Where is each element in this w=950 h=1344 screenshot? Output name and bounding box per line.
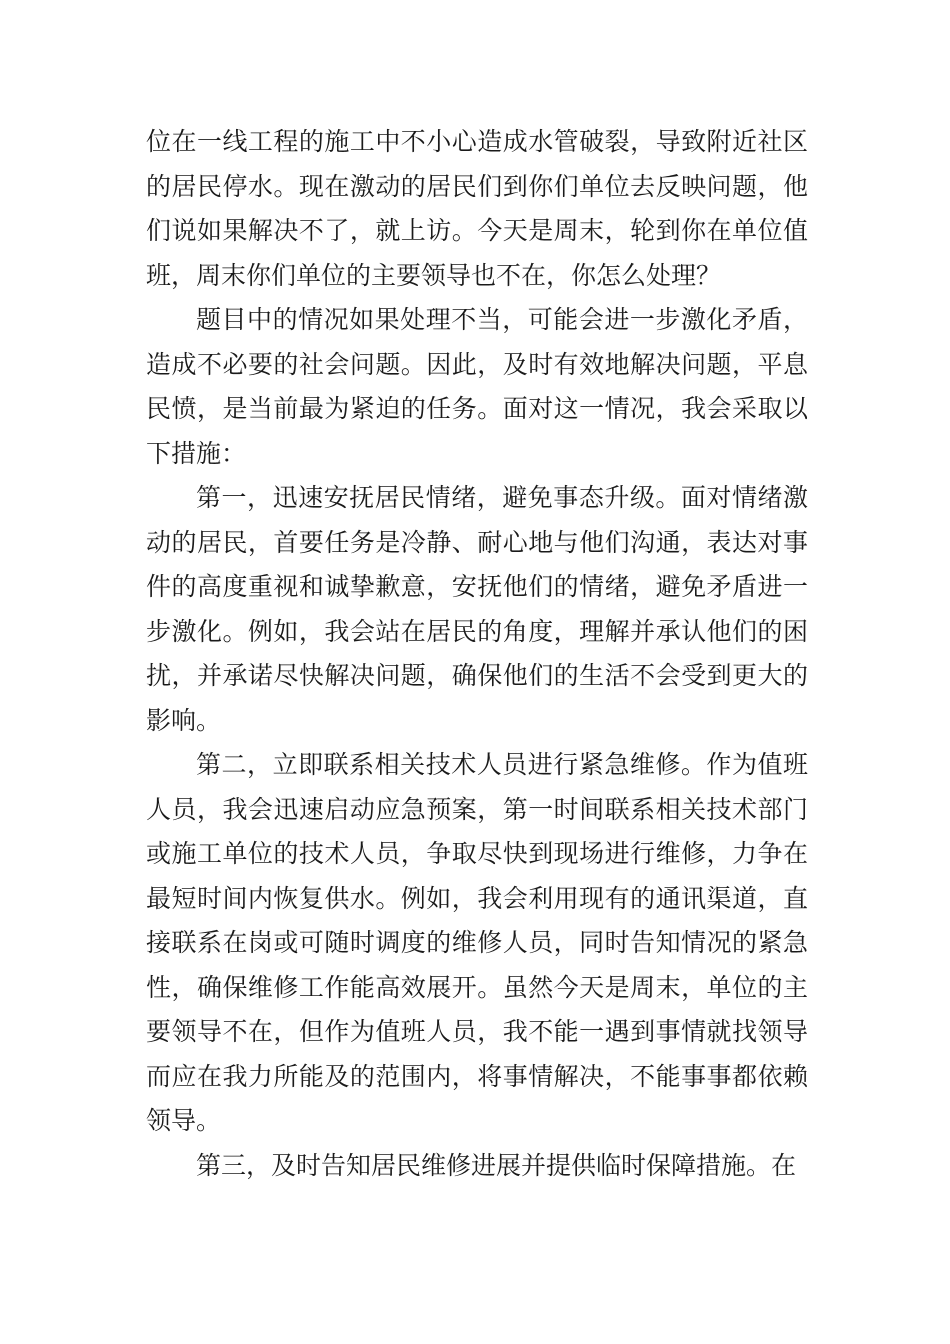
paragraph-analysis: 题目中的情况如果处理不当，可能会进一步激化矛盾，造成不必要的社会问题。因此，及时有效地解决问题，平息民愤，是当前最为紧迫的任务。面对这一情况，我会采取以下措施： [146,305,808,468]
paragraph-step-one: 第一，迅速安抚居民情绪，避免事态升级。面对情绪激动的居民，首要任务是冷静、耐心地与他们沟通，表达对事件的高度重视和诚挚歉意，安抚他们的情绪，避免矛盾进一步激化。例如，我会站在居民的角度，理解并承认他们的困扰，并承诺尽快解决问题，确保他们的生活不会受到更大的影响。 [146,483,808,735]
paragraph-step-two: 第二，立即联系相关技术人员进行紧急维修。作为值班人员，我会迅速启动应急预案，第一时间联系相关技术部门或施工单位的技术人员，争取尽快到现场进行维修，力争在最短时间内恢复供水。例如，我会利用现有的通讯渠道，直接联系在岗或可随时调度的维修人员，同时告知情况的紧急性，确保维修工作能高效展开。虽然今天是周末，单位的主要领导不在，但作为值班人员，我不能一遇到事情就找领导而应在我力所能及的范围内，将事情解决，不能事事都依赖领导。 [146,750,808,1135]
paragraph-question-continuation: 位在一线工程的施工中不小心造成水管破裂，导致附近社区的居民停水。现在激动的居民们到你们单位去反映问题，他们说如果解决不了，就上访。今天是周末，轮到你在单位值班，周末你们单位的主要领导也不在，你怎么处理？ [146,127,808,290]
paragraph-step-three: 第三，及时告知居民维修进展并提供临时保障措施。在 [196,1150,797,1180]
document-body [146,120,808,1188]
